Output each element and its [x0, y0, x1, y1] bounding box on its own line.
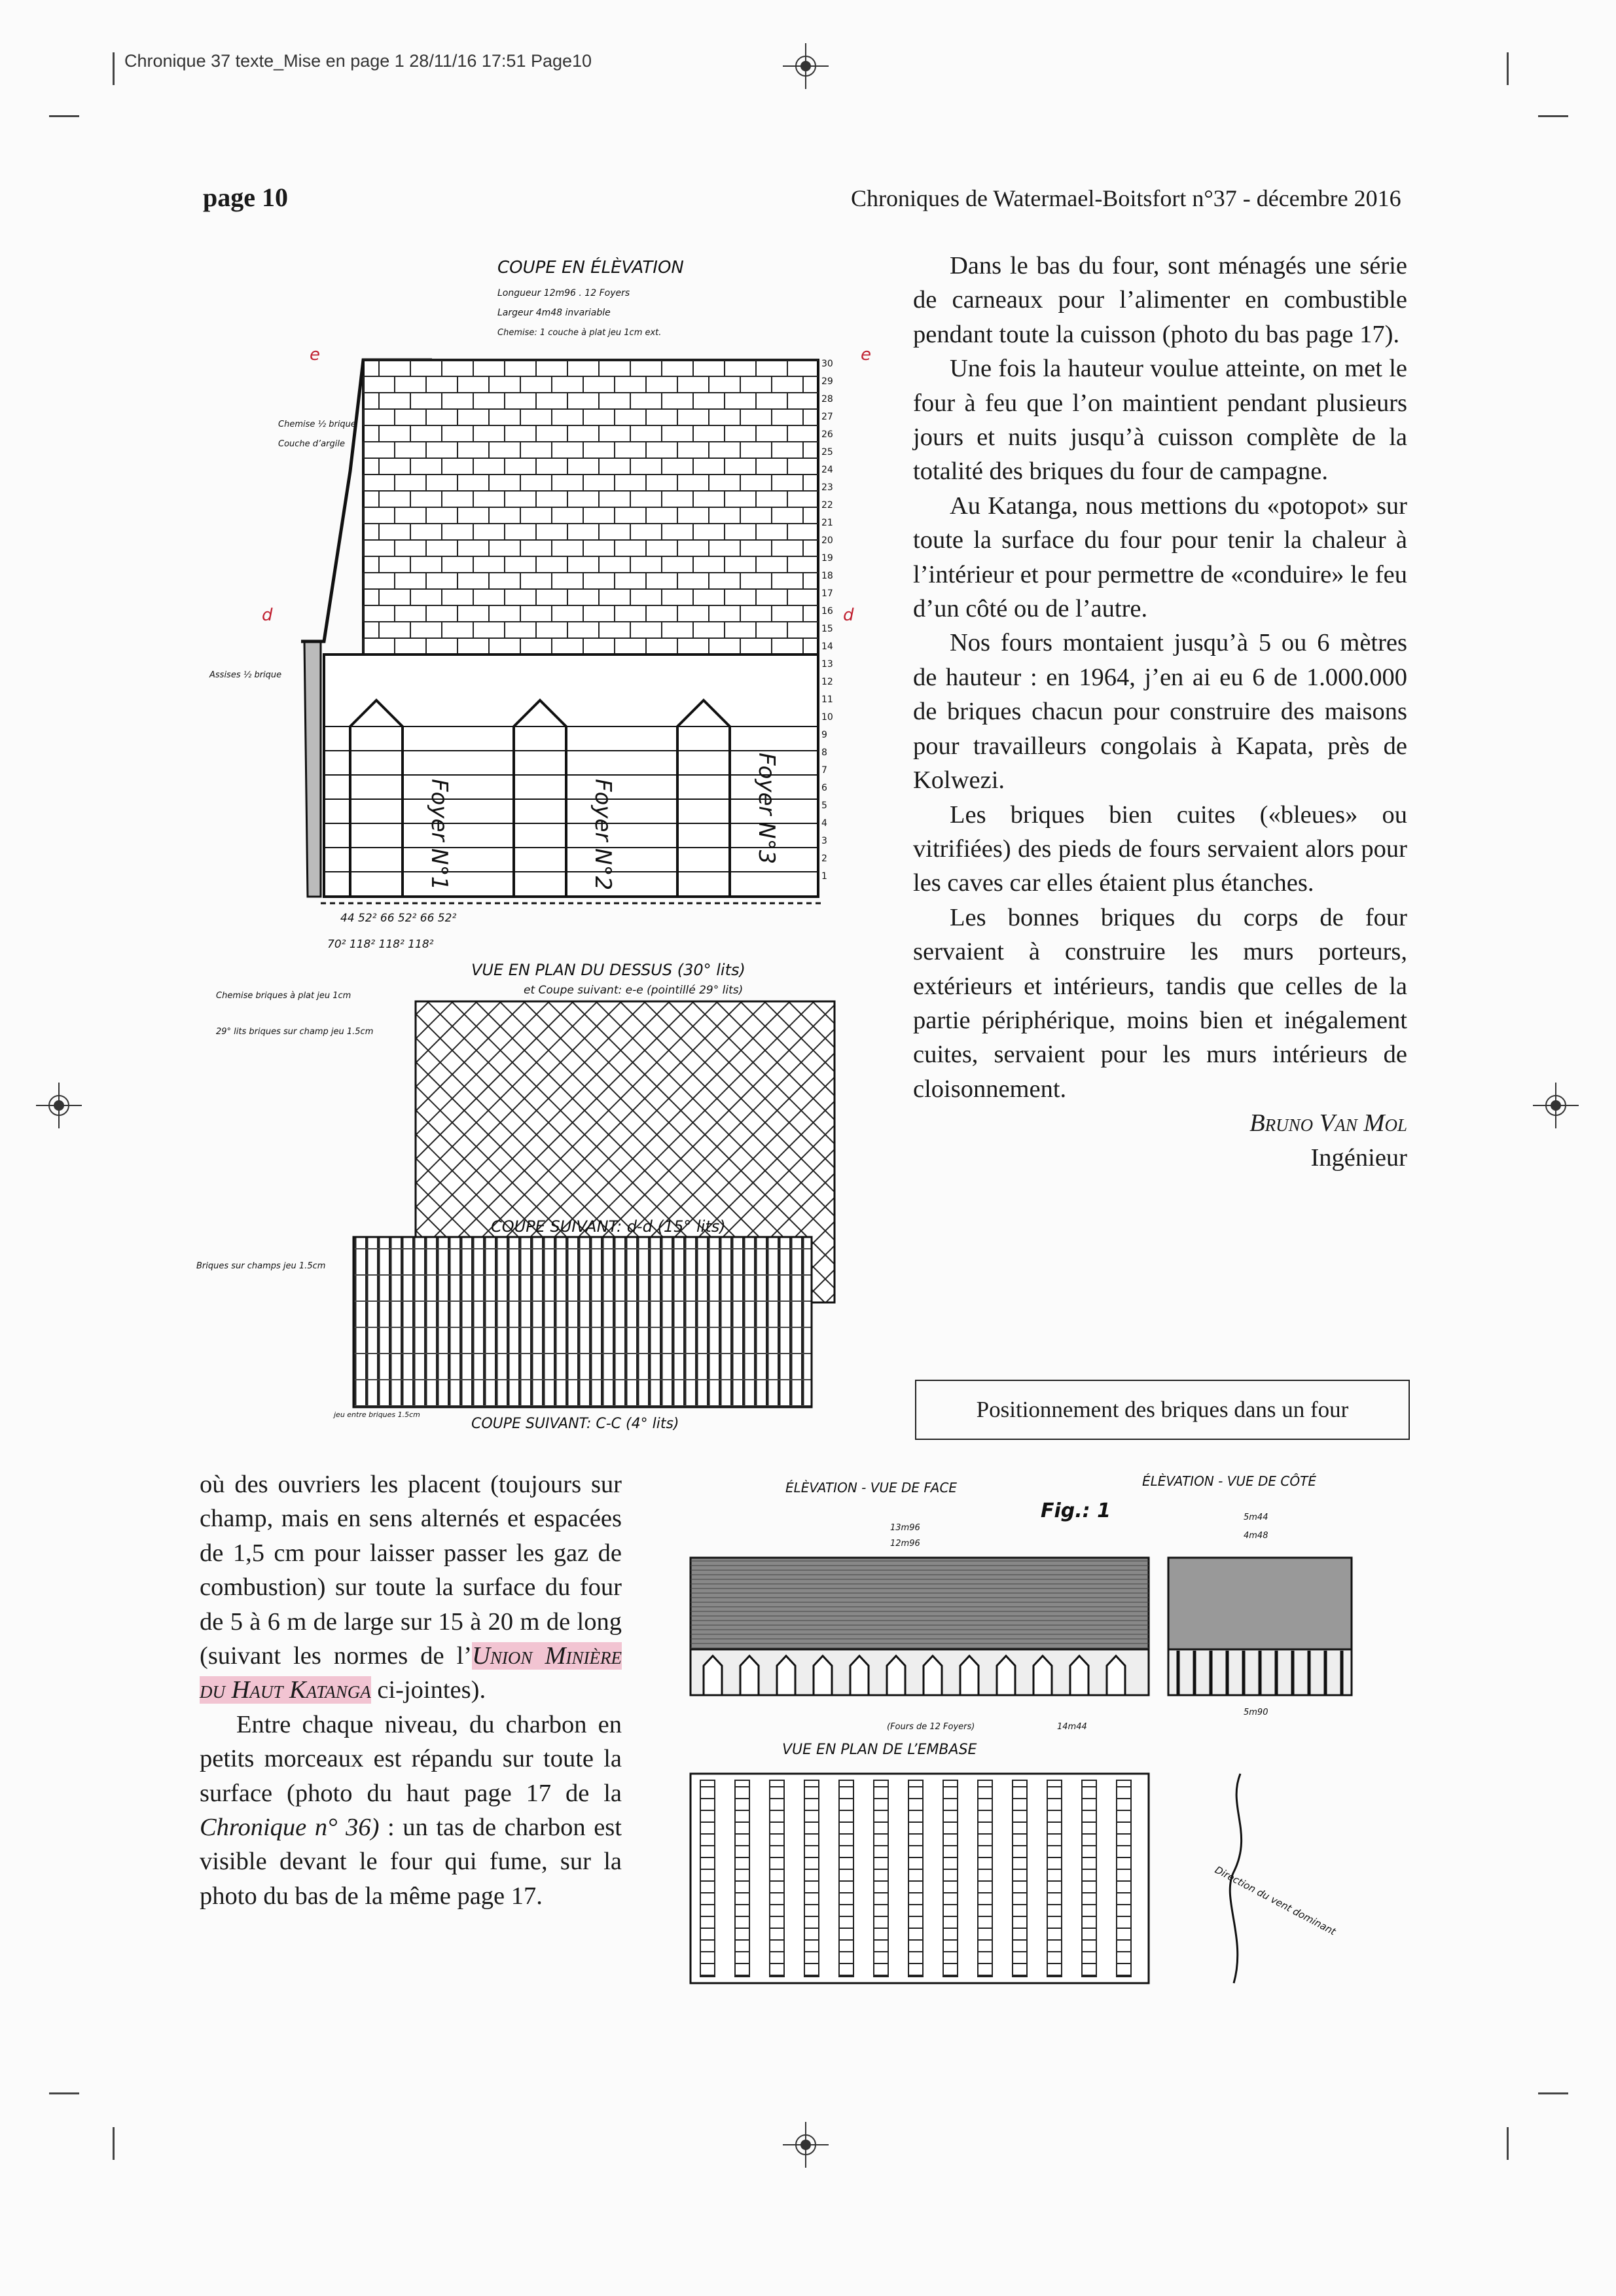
svg-text:5m90: 5m90 [1244, 1708, 1268, 1717]
paragraph: Les bonnes briques du corps de four servaient à construire les murs porteurs, extérieurs et intérieurs, tandis que celles de la partie périphérique, moins bien et inégalement cuites, servaient pour les murs intérieurs de cloisonnement. [913, 903, 1407, 1103]
svg-text:9: 9 [821, 730, 827, 740]
paragraph: Les briques bien cuites («bleues» ou vitrifiées) des pieds de fours servaient alors pour les caves car elles étaient plus étanches. [913, 800, 1407, 897]
svg-text:21: 21 [821, 518, 833, 528]
svg-text:14m44: 14m44 [1057, 1722, 1087, 1732]
svg-text:12: 12 [821, 677, 833, 687]
wind-direction-label: Direction du vent dominant [1213, 1863, 1338, 1938]
foyer-label-3: Foyer N°3 [753, 753, 780, 865]
svg-text:15: 15 [821, 624, 833, 634]
svg-text:70² 118² 118² 118²: 70² 118² 118² 118² [327, 938, 434, 951]
registration-mark-bottom-icon [783, 2122, 829, 2168]
svg-text:19: 19 [821, 553, 833, 564]
kiln-elevation-figure [664, 1466, 1404, 2003]
paragraph: Au Katanga, nous mettions du «potopot» sur toute la surface du four pour tenir la chaleur à l’intérieur et pour permettre de «conduire» le feu d’un côté ou de l’autre. [913, 492, 1407, 623]
svg-text:26: 26 [821, 429, 833, 440]
svg-text:et Coupe suivant: e-e (pointil: et Coupe suivant: e-e (pointillé 29° lits) [524, 984, 744, 997]
svg-text:18: 18 [821, 571, 833, 581]
svg-text:13: 13 [821, 659, 833, 670]
svg-text:2: 2 [821, 853, 827, 864]
cut-dd-label: COUPE SUIVANT: d-d (15° lits) [491, 1217, 726, 1236]
svg-text:11: 11 [821, 694, 833, 705]
svg-text:7: 7 [821, 765, 827, 776]
svg-text:16: 16 [821, 606, 833, 617]
figure-caption: Positionnement des briques dans un four [915, 1380, 1410, 1440]
svg-text:Briques sur champs jeu 1.5cm: Briques sur champs jeu 1.5cm [196, 1261, 326, 1271]
svg-text:1: 1 [821, 871, 827, 882]
svg-text:d: d [843, 605, 854, 625]
author-name: Bruno Van Mol [1249, 1109, 1407, 1138]
running-header: Chroniques de Watermael-Boitsfort n°37 - décembre 2016 [851, 185, 1401, 211]
crop-mark-tl-h [49, 115, 79, 117]
svg-text:44 52² 66 52² 66: 44 52² 66 52² 66 52² [340, 912, 457, 925]
svg-text:24: 24 [821, 465, 833, 475]
svg-text:Chemise briques à plat jeu 1cm: Chemise briques à plat jeu 1cm [216, 991, 351, 1001]
svg-text:Chemise ½ brique: Chemise ½ brique [278, 420, 356, 429]
svg-text:6: 6 [821, 783, 827, 793]
paragraph: Nos fours montaient jusqu’à 5 ou 6 mètres de hauteur : en 1964, j’en ai eu 6 de 1.000.000 de briques chacun pour construire des maisons pour travailleurs congolais à Kapata, près de Kolwezi. [913, 629, 1407, 795]
svg-text:5m44: 5m44 [1244, 1513, 1268, 1522]
svg-text:28: 28 [821, 394, 833, 404]
svg-text:e: e [861, 345, 871, 365]
svg-text:25: 25 [821, 447, 833, 457]
paragraph: où des ouvriers les placent (toujours sur champ, mais en sens alternés et espacées de 1,5 cm pour laisser passer les gaz de combustion) sur toute la surface du four de 5 à 6 m de large sur 15 à 20 m de long (suivant les normes de l’Union Minière du Haut Katanga ci-jointes). [200, 1471, 622, 1704]
crop-mark-br-h [1538, 2092, 1568, 2094]
drawing-title: COUPE EN ÉLÈVATION [497, 258, 684, 278]
svg-text:29° lits briques sur champ jeu: 29° lits briques sur champ jeu 1.5cm [216, 1027, 374, 1037]
crop-mark-br-v [1507, 2127, 1509, 2160]
registration-mark-top-icon [783, 43, 829, 89]
foyer-label-2: Foyer N°2 [590, 779, 616, 891]
svg-text:Chemise: 1 couche à plat jeu: Chemise: 1 couche à plat jeu 1cm ext. [497, 328, 662, 338]
svg-text:Assises ½ brique: Assises ½ brique [209, 670, 282, 680]
plan-embase-title: VUE EN PLAN DE L’EMBASE [782, 1742, 977, 1758]
svg-text:20: 20 [821, 535, 833, 546]
paragraph: Une fois la hauteur voulue atteinte, on met le four à feu que l’on maintient pendant plusieurs jours et nuits jusqu’à cuisson complète de la totalité des briques du four de campagne. [913, 355, 1407, 486]
svg-text:29: 29 [821, 376, 833, 387]
svg-text:e: e [310, 345, 320, 365]
svg-text:30: 30 [821, 359, 833, 369]
svg-text:jeu entre briques 1.5cm: jeu entre briques 1.5cm [334, 1410, 420, 1419]
svg-text:Longueur 12m96 . 12 Foyers: Longueur 12m96 . 12 Foyers [497, 288, 630, 298]
kiln-section-drawing [196, 255, 871, 1433]
svg-text:d: d [262, 605, 273, 625]
svg-text:4m48: 4m48 [1244, 1531, 1268, 1541]
plan-title: VUE EN PLAN DU DESSUS (30° lits) [471, 961, 745, 979]
svg-text:12m96: 12m96 [890, 1539, 920, 1549]
crop-mark-tl-v [113, 52, 115, 85]
svg-text:Largeur 4m48 invariable: Largeur 4m48 invariable [497, 308, 611, 318]
crop-mark-tr-h [1538, 115, 1568, 117]
crop-mark-bl-v [113, 2127, 115, 2160]
registration-mark-right-icon [1533, 1083, 1579, 1128]
svg-text:(Fours de 12 Foyers): (Fours de 12 Foyers) [887, 1722, 975, 1732]
cut-cc-label: COUPE SUIVANT: C-C (4° lits) [471, 1416, 679, 1432]
svg-text:4: 4 [821, 818, 827, 829]
author-role: Ingénieur [1310, 1143, 1407, 1172]
paragraph: Dans le bas du four, sont ménagés une série de carneaux pour l’alimenter en combustible pendant toute la cuisson (photo du bas page 17). [913, 252, 1407, 348]
svg-text:17: 17 [821, 588, 833, 599]
svg-text:13m96: 13m96 [890, 1523, 920, 1533]
crop-mark-bl-h [49, 2092, 79, 2094]
svg-text:14: 14 [821, 641, 833, 652]
svg-text:22: 22 [821, 500, 833, 511]
foyer-label-1: Foyer N°1 [426, 779, 452, 891]
left-column [200, 1467, 622, 1913]
svg-text:Couche d’argile: Couche d’argile [278, 439, 345, 449]
svg-text:ÉLÈVATION - VUE DE CÔTÉ: ÉLÈVATION - VUE DE CÔTÉ [1142, 1473, 1316, 1489]
svg-text:23: 23 [821, 482, 833, 493]
figure-number: Fig.: 1 [1041, 1499, 1111, 1522]
page-number: page 10 [203, 183, 288, 212]
paragraph: Entre chaque niveau, du charbon en petits morceaux est répandu sur toute la surface (photo du haut page 17 de la Chronique n° 36) : un tas de charbon est visible devant le four qui fume, sur la photo du bas de la même page 17. [200, 1710, 622, 1910]
print-slug: Chronique 37 texte_Mise en page 1 28/11/16 17:51 Page10 [124, 51, 592, 71]
registration-mark-left-icon [36, 1083, 82, 1128]
svg-text:8: 8 [821, 747, 827, 758]
svg-text:5: 5 [821, 800, 827, 811]
highlighted-company-name: Union Minière du Haut Katanga [200, 1642, 622, 1704]
layer-numbers [821, 359, 833, 882]
svg-text:10: 10 [821, 712, 833, 723]
svg-text:27: 27 [821, 412, 833, 422]
svg-text:3: 3 [821, 836, 827, 846]
right-column [913, 249, 1407, 1175]
crop-mark-tr-v [1507, 52, 1509, 85]
svg-text:ÉLÈVATION - VUE DE FACE: ÉLÈVATION - VUE DE FACE [785, 1480, 958, 1496]
